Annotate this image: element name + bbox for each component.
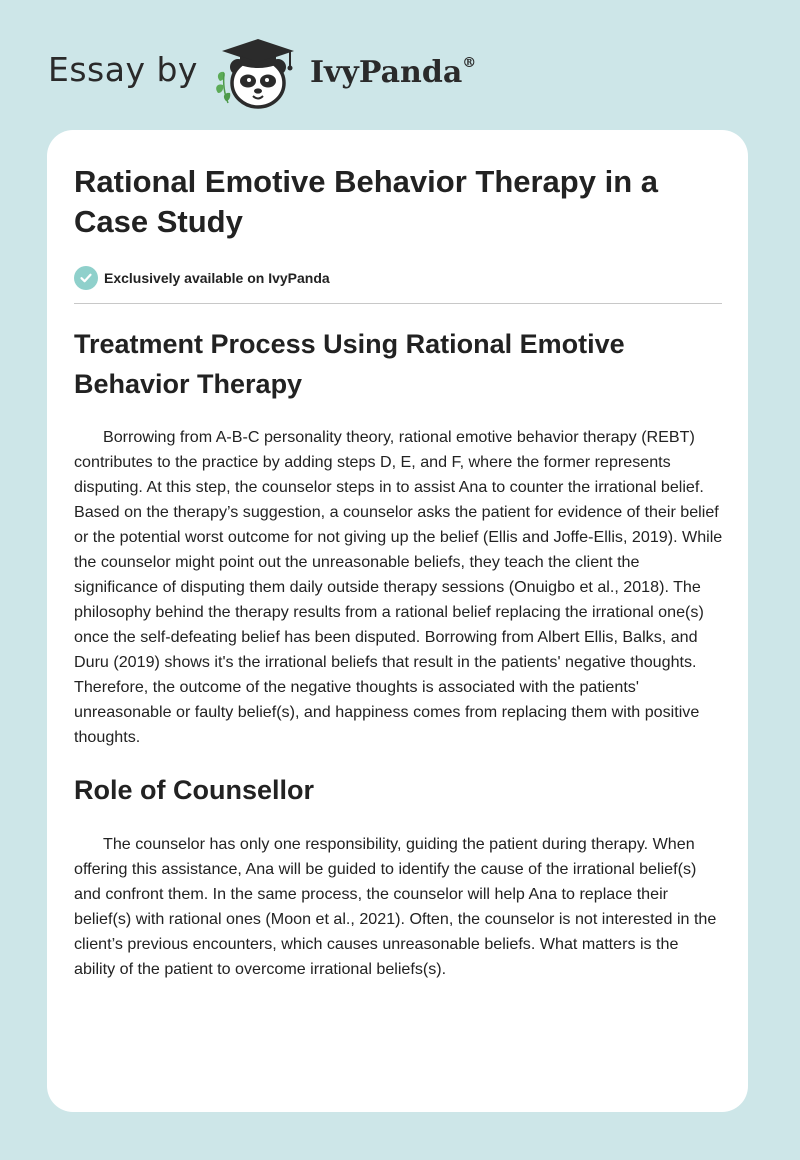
page-title: Rational Emotive Behavior Therapy in a Case Study	[74, 164, 658, 239]
exclusive-badge	[74, 264, 724, 292]
registered-mark: ®	[462, 54, 477, 71]
panda-graduate-logo-icon	[214, 37, 302, 111]
essay-content	[74, 162, 724, 982]
section-paragraph-treatment: Borrowing from A-B-C personality theory, rational emotive behavior therapy (REBT) contributes to the practice by adding steps D, E, and F, where the former represents disputing. At this step, the counselor steps in to assist Ana to counter the irrational belief. Based on the therapy’s suggestion, a counselor asks the patient for evidence of their belief or the potential worst outcome for not giving up the belief (Ellis and Joffe-Ellis, 2019). While the counselor might point out the unreasonable beliefs, they teach the client the significance of disputing them daily outside therapy sessions (Onuigbo et al., 2018). The philosophy behind the therapy results from a rational belief replacing the irrational one(s) once the self-defeating belief has been disputed. Borrowing from Albert Ellis, Balks, and Duru (2019) shows it's the irrational beliefs that result in the patients' negative thoughts. Therefore, the outcome of the negative thoughts is associated with the patients' unreasonable or faulty belief(s), and happiness comes from replacing them with positive thoughts.	[74, 428, 723, 746]
site-header	[48, 34, 476, 114]
exclusive-badge-label: Exclusively available on IvyPanda	[104, 270, 330, 286]
section-heading-treatment: Treatment Process Using Rational Emotive Behavior Therapy	[74, 329, 625, 399]
check-icon	[74, 266, 98, 290]
divider	[74, 303, 722, 304]
essay-card	[47, 130, 748, 1112]
essay-by-label: Essay by	[48, 49, 198, 89]
section-paragraph-role: The counselor has only one responsibility, guiding the patient during therapy. When offering this assistance, Ana will be guided to identify the cause of the irrational belief(s) and confront them. In the same process, the counselor will help Ana to replace their belief(s) with rational ones (Moon et al., 2021). Often, the counselor is not interested in the client’s previous encounters, which causes unreasonable beliefs. What matters is the ability of the patient to overcome irrational beliefs(s).	[74, 835, 717, 978]
section-heading-role: Role of Counsellor	[74, 775, 315, 805]
brand-name[interactable]: IvyPanda®	[309, 54, 477, 90]
